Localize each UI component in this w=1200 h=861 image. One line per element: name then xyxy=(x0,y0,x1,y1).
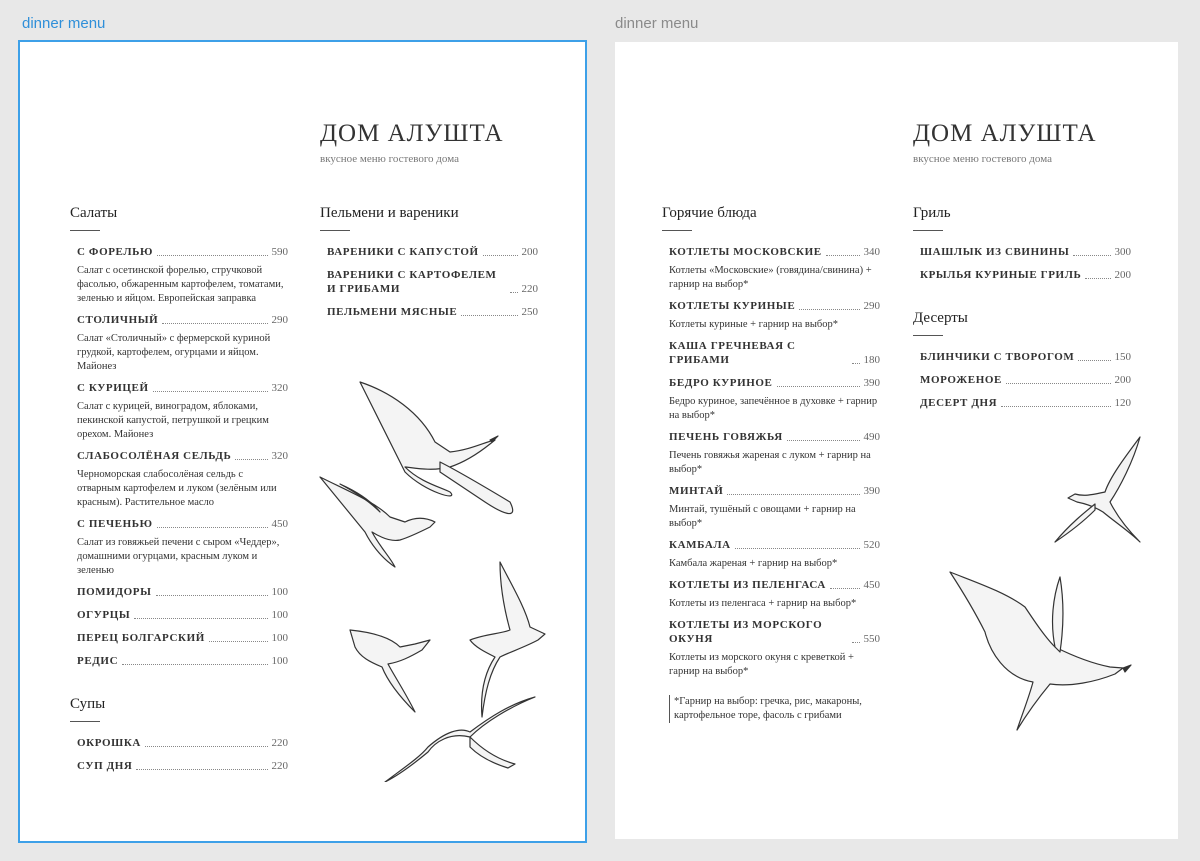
menu-item-description: Салат «Столичный» с фермерской куриной грудкой, картофелем, огурцами и яйцом. Майонез xyxy=(77,333,271,372)
leader-dots xyxy=(799,309,859,310)
menu-item xyxy=(920,373,1131,387)
dumplings-column xyxy=(320,204,538,328)
menu-item xyxy=(669,538,880,552)
section-rule xyxy=(913,335,943,336)
leader-dots xyxy=(134,618,267,619)
leader-dots xyxy=(510,292,518,293)
leader-dots xyxy=(153,391,268,392)
soups-list xyxy=(70,736,288,782)
menu-item-name: КОТЛЕТЫ МОСКОВСКИЕ xyxy=(669,246,822,258)
menu-item-price: 150 xyxy=(1114,351,1131,363)
grill-list xyxy=(913,245,1131,291)
menu-item-price: 220 xyxy=(271,737,288,749)
garnish-footnote: *Гарнир на выбор: гречка, рис, макароны, картофельное торе, фасоль с грибами xyxy=(669,695,880,723)
menu-item-price: 100 xyxy=(271,586,288,598)
menu-page-2[interactable] xyxy=(615,42,1178,839)
menu-item xyxy=(669,299,880,313)
leader-dots xyxy=(162,323,267,324)
section-rule xyxy=(70,230,100,231)
leader-dots xyxy=(735,548,860,549)
frame-label-selected[interactable]: dinner menu xyxy=(22,15,106,32)
menu-item-description: Котлеты «Московские» (говядина/свинина) + гарнир на выбор* xyxy=(669,265,872,290)
menu-item xyxy=(77,381,288,395)
seagull-2-icon xyxy=(320,477,435,567)
brand-block xyxy=(320,120,504,165)
brand-block xyxy=(913,120,1097,165)
menu-item-description: Котлеты куриные + гарнир на выбор* xyxy=(669,319,839,330)
menu-item-price: 450 xyxy=(271,518,288,530)
leader-dots xyxy=(1085,278,1110,279)
hot-dishes-column xyxy=(662,204,880,723)
seagull-5-icon xyxy=(385,697,535,782)
menu-item-description: Салат из говяжьей печени с сыром «Чеддер», домашними огурцами, красным луком и зеленью xyxy=(77,537,280,576)
section-rule xyxy=(913,230,943,231)
menu-item-name: ПЕРЕЦ БОЛГАРСКИЙ xyxy=(77,632,205,644)
seagull-1-icon xyxy=(360,382,513,514)
brand-subtitle: вкусное меню гостевого дома xyxy=(913,153,1052,165)
menu-item-price: 120 xyxy=(1114,397,1131,409)
menu-page-1[interactable] xyxy=(18,40,587,843)
salads-list xyxy=(70,245,288,677)
menu-item xyxy=(77,585,288,599)
menu-item-name: ВАРЕНИКИ С КАРТОФЕЛЕМ И ГРИБАМИ xyxy=(327,269,497,295)
menu-item-description: Черноморская слабосолёная сельдь с отварным картофелем и луком (зелёным или красным). Растительное масло xyxy=(77,469,277,508)
dumplings-list xyxy=(320,245,538,328)
leader-dots xyxy=(1078,360,1110,361)
menu-item-price: 290 xyxy=(863,300,880,312)
menu-item-name: ШАШЛЫК ИЗ СВИНИНЫ xyxy=(920,246,1070,258)
menu-item-description: Котлеты из морского окуня с креветкой + гарнир на выбор* xyxy=(669,652,854,677)
leader-dots xyxy=(852,642,860,643)
leader-dots xyxy=(1073,255,1110,256)
menu-item-price: 290 xyxy=(271,314,288,326)
menu-item xyxy=(920,350,1131,364)
leader-dots xyxy=(235,459,267,460)
menu-item-price: 300 xyxy=(1114,246,1131,258)
seagull-4-icon xyxy=(350,630,430,712)
section-title-soups: Супы xyxy=(70,696,106,712)
menu-item-name: ПЕЛЬМЕНИ МЯСНЫЕ xyxy=(327,306,458,318)
menu-item xyxy=(920,268,1131,282)
menu-item-description: Минтай, тушёный с овощами + гарнир на выбор* xyxy=(669,504,856,529)
menu-item-name: КОТЛЕТЫ ИЗ ПЕЛЕНГАСА xyxy=(669,579,826,591)
menu-item-price: 200 xyxy=(521,246,538,258)
section-title-hot: Горячие блюда xyxy=(662,205,757,221)
menu-item-name: ПОМИДОРЫ xyxy=(77,586,152,598)
menu-item xyxy=(77,759,288,773)
leader-dots xyxy=(122,664,267,665)
menu-item xyxy=(327,305,538,319)
menu-item-price: 340 xyxy=(863,246,880,258)
menu-item xyxy=(669,578,880,592)
leader-dots xyxy=(830,588,860,589)
frame-label[interactable]: dinner menu xyxy=(615,15,699,32)
menu-item xyxy=(77,517,288,531)
menu-item-name: ДЕСЕРТ ДНЯ xyxy=(920,397,998,409)
leader-dots xyxy=(461,315,517,316)
menu-item-name: ПЕЧЕНЬ ГОВЯЖЬЯ xyxy=(669,431,783,443)
menu-item-name: КОТЛЕТЫ ИЗ МОРСКОГО ОКУНЯ xyxy=(669,619,823,645)
menu-item-description: Камбала жареная + гарнир на выбор* xyxy=(669,558,838,569)
desserts-list xyxy=(913,350,1131,419)
hot-dishes-list xyxy=(662,245,880,679)
leader-dots xyxy=(209,641,268,642)
menu-item-name: КРЫЛЬЯ КУРИНЫЕ ГРИЛЬ xyxy=(920,269,1082,281)
menu-item xyxy=(669,245,880,259)
menu-item-name: БЛИНЧИКИ С ТВОРОГОМ xyxy=(920,351,1075,363)
menu-item-price: 100 xyxy=(271,632,288,644)
menu-item-price: 490 xyxy=(863,431,880,443)
leader-dots xyxy=(156,595,268,596)
menu-item xyxy=(669,618,880,646)
menu-item-price: 550 xyxy=(863,633,880,645)
brand-subtitle: вкусное меню гостевого дома xyxy=(320,153,459,165)
menu-item xyxy=(920,245,1131,259)
menu-item xyxy=(669,376,880,390)
menu-item-price: 320 xyxy=(271,450,288,462)
menu-item-price: 390 xyxy=(863,485,880,497)
section-title-desserts: Десерты xyxy=(913,310,968,326)
menu-item-price: 100 xyxy=(271,655,288,667)
leader-dots xyxy=(145,746,268,747)
menu-item-price: 220 xyxy=(521,283,538,295)
menu-item-price: 200 xyxy=(1114,374,1131,386)
leader-dots xyxy=(483,255,518,256)
leader-dots xyxy=(136,769,267,770)
menu-item xyxy=(77,608,288,622)
menu-item-name: ВАРЕНИКИ С КАПУСТОЙ xyxy=(327,246,479,258)
menu-item-name: СТОЛИЧНЫЙ xyxy=(77,314,159,326)
menu-item-price: 450 xyxy=(863,579,880,591)
leader-dots xyxy=(852,363,860,364)
leader-dots xyxy=(777,386,860,387)
menu-item-name: С ФОРЕЛЬЮ xyxy=(77,246,153,258)
section-title-dumplings: Пельмени и вареники xyxy=(320,205,459,221)
menu-item-name: СУП ДНЯ xyxy=(77,760,133,772)
menu-item-description: Салат с курицей, виноградом, яблоками, пекинской капустой, петрушкой и грецким орехом. Майонез xyxy=(77,401,269,440)
leader-dots xyxy=(157,255,268,256)
section-title-salads: Салаты xyxy=(70,205,118,221)
menu-item xyxy=(327,245,538,259)
menu-item-price: 320 xyxy=(271,382,288,394)
menu-item-name: БЕДРО КУРИНОЕ xyxy=(669,377,773,389)
menu-item-name: МИНТАЙ xyxy=(669,485,724,497)
menu-item xyxy=(669,430,880,444)
menu-item-name: МОРОЖЕНОЕ xyxy=(920,374,1002,386)
menu-item-name: КАМБАЛА xyxy=(669,539,731,551)
menu-item-description: Бедро куриное, запечённое в духовке + гарнир на выбор* xyxy=(669,396,878,421)
seagull-3-icon xyxy=(470,562,545,717)
menu-item-name: РЕДИС xyxy=(77,655,119,667)
menu-item-description: Котлеты из пеленгаса + гарнир на выбор* xyxy=(669,598,857,609)
leader-dots xyxy=(1001,406,1110,407)
menu-item-name: КАША ГРЕЧНЕВАЯ С ГРИБАМИ xyxy=(669,340,796,366)
menu-item-price: 390 xyxy=(863,377,880,389)
menu-item xyxy=(77,736,288,750)
menu-item-price: 520 xyxy=(863,539,880,551)
leader-dots xyxy=(1006,383,1111,384)
menu-item-name: С КУРИЦЕЙ xyxy=(77,382,149,394)
menu-item-name: КОТЛЕТЫ КУРИНЫЕ xyxy=(669,300,796,312)
menu-item xyxy=(77,313,288,327)
leader-dots xyxy=(727,494,859,495)
menu-item-price: 220 xyxy=(271,760,288,772)
leader-dots xyxy=(826,255,860,256)
seagulls-illustration xyxy=(310,372,560,782)
menu-item xyxy=(669,484,880,498)
menu-item xyxy=(669,339,880,367)
menu-item-price: 100 xyxy=(271,609,288,621)
menu-item-name: ОГУРЦЫ xyxy=(77,609,131,621)
leader-dots xyxy=(787,440,860,441)
section-rule xyxy=(70,721,100,722)
menu-item-name: СЛАБОСОЛЁНАЯ СЕЛЬДЬ xyxy=(77,450,232,462)
seagulls-illustration xyxy=(945,432,1155,732)
salads-column xyxy=(70,204,288,782)
section-rule xyxy=(320,230,350,231)
menu-item xyxy=(77,449,288,463)
menu-item-description: Печень говяжья жареная с луком + гарнир на выбор* xyxy=(669,450,871,475)
menu-item-price: 200 xyxy=(1114,269,1131,281)
menu-item xyxy=(327,268,538,296)
grill-desserts-column xyxy=(913,204,1131,419)
menu-item xyxy=(77,631,288,645)
section-title-grill: Гриль xyxy=(913,205,951,221)
menu-item-description: Салат с осетинской форелью, стручковой фасолью, обжаренным картофелем, томатами, зеленью и яйцом. Европейская заправка xyxy=(77,265,284,304)
menu-item-price: 180 xyxy=(863,354,880,366)
menu-item-price: 590 xyxy=(271,246,288,258)
menu-item xyxy=(77,654,288,668)
menu-item-price: 250 xyxy=(521,306,538,318)
seagull-small-icon xyxy=(1055,437,1140,542)
menu-item xyxy=(77,245,288,259)
menu-item-name: С ПЕЧЕНЬЮ xyxy=(77,518,153,530)
menu-item xyxy=(920,396,1131,410)
brand-title: ДОМ АЛУШТА xyxy=(913,120,1097,147)
menu-item-name: ОКРОШКА xyxy=(77,737,141,749)
leader-dots xyxy=(157,527,268,528)
section-rule xyxy=(662,230,692,231)
brand-title: ДОМ АЛУШТА xyxy=(320,120,504,147)
seagull-large-icon xyxy=(950,572,1131,730)
